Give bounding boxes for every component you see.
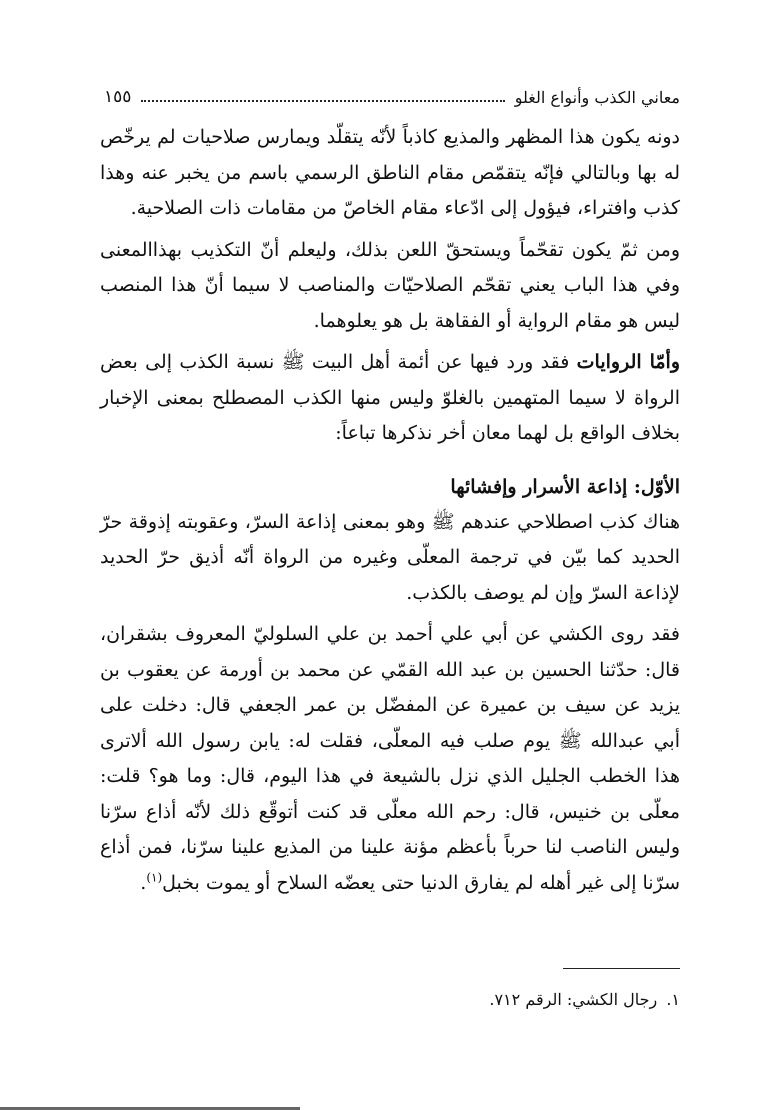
paragraph-1: دونه يكون هذا المظهر والمذيع كاذباً لأنّه يتقلّد ويمارس صلاحيات لم يرخّص له بها وبالتالي فإنّه يتقمّص مقام الناطق الرسمي باسم من يخبر عنه وهذا كذب وافتراء، فيؤول إلى ادّعاء مقام الخاصّ من مقامات ذات الصلاحية. (100, 126, 680, 219)
narrations-lead: وأمّا الروايات (576, 351, 680, 373)
footnote-divider (563, 968, 680, 969)
running-header (104, 82, 680, 112)
footnote-number: ١. (666, 990, 680, 1009)
footnote (100, 988, 680, 1012)
quote-text: فقد روى الكشي عن أبي علي أحمد بن علي السلوليّ المعروف بشقران، قال: حدّثنا الحسين بن عبد الله القمّي عن محمد بن أورمة عن يعقوب بن يزيد عن سيف بن عميرة عن المفضّل بن عمر الجعفي قال: دخلت على أبي عبدالله ﷺ يوم صلب فيه المعلّى، فقلت له: يابن رسول الله ألاترى هذا الخطب الجليل الذي نزل بالشيعة في هذا اليوم، قال: وما هو؟ قلت: معلّى بن خنيس، قال: رحم الله معلّى قد كنت أتوقّع ذلك لأنّه أذاع سرّنا وليس الناصب لنا حرباً بأعظم مؤنة علينا من المذيع علينا سرّنا، فمن أذاع سرّنا إلى غير أهله لم يفارق الدنيا حتى يعضّه السلاح أو يموت بخبل (100, 623, 681, 894)
footnote-marker: (١) (146, 870, 163, 885)
body-text (100, 120, 680, 901)
paragraph-narrations (100, 345, 680, 452)
page-number: ١٥٥ (104, 87, 132, 107)
section-quote (100, 617, 680, 901)
section-paragraph-1: هناك كذب اصطلاحي عندهم ﷺ وهو بمعنى إذاعة السرّ، وعقوبته إذوقة حرّ الحديد كما بيّن في ترجمة المعلّى وغيره من الرواة أنّه أذيق حرّ الحديد لإذاعة السرّ وإن لم يوصف بالكذب. (100, 510, 680, 604)
dotted-leader (141, 100, 504, 102)
footnote-text: رجال الكشي: الرقم ٧١٢. (489, 990, 658, 1009)
running-title: معاني الكذب وأنواع الغلو (514, 87, 680, 107)
section-heading: الأوّل: إذاعة الأسرار وإفشائها (450, 475, 680, 498)
narrations-text: فقد ورد فيها عن أئمة أهل البيت ﷺ نسبة الكذب إلى بعض الرواة لا سيما المتهمين بالغلوّ وليس منها الكذب المصطلح بمعنى الإخبار بخلاف الواقع بل لهما معان أخر نذكرها تباعاً: (100, 351, 680, 444)
quote-end: . (140, 871, 147, 894)
paragraph-2: ومن ثمّ يكون تقحّماً ويستحقّ اللعن بذلك، وليعلم أنّ التكذيب بهذاالمعنى وفي هذا الباب يعني تقحّم الصلاحيّات والمناصب لا سيما أنّ هذا المنصب ليس هو مقام الرواية أو الفقاهة بل هو يعلوهما. (100, 238, 680, 332)
